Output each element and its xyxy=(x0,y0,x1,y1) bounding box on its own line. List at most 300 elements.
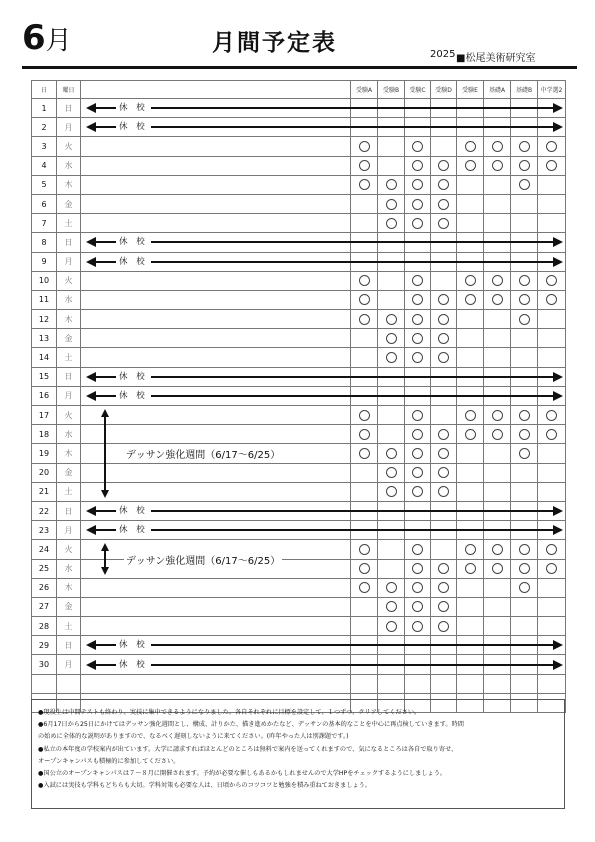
class-circle-icon xyxy=(519,275,530,286)
class-circle-icon xyxy=(492,141,503,152)
class-circle-icon xyxy=(438,429,449,440)
arrow-right-icon xyxy=(553,103,563,113)
class-circle-icon xyxy=(438,448,449,459)
class-cell xyxy=(431,425,457,444)
arrow-line xyxy=(94,261,555,263)
class-circle-icon xyxy=(492,563,503,574)
class-circle-icon xyxy=(519,141,530,152)
header-class-3: 受験C xyxy=(405,81,431,99)
class-circle-icon xyxy=(386,582,397,593)
day-of-week: 日 xyxy=(57,367,81,386)
class-circle-icon xyxy=(546,410,557,421)
class-cell xyxy=(351,425,378,444)
arrow-down-icon xyxy=(101,490,109,498)
class-circle-icon xyxy=(359,410,370,421)
closure-arrow xyxy=(86,391,563,401)
class-circle-icon xyxy=(546,294,557,305)
day-of-week: 木 xyxy=(57,578,81,597)
class-cell xyxy=(405,540,431,559)
header-class-5: 受験E xyxy=(457,81,484,99)
class-circle-icon xyxy=(359,179,370,190)
class-circle-icon xyxy=(465,275,476,286)
class-circle-icon xyxy=(438,563,449,574)
note-cell xyxy=(81,329,351,348)
month-number: 6 xyxy=(22,18,46,58)
closure-label: 休 校 xyxy=(116,504,151,516)
class-cell xyxy=(431,156,457,175)
class-cell xyxy=(378,329,405,348)
class-cell xyxy=(431,175,457,194)
day-of-week: 土 xyxy=(57,482,81,501)
class-cell xyxy=(538,597,566,616)
closure-arrow xyxy=(86,660,563,670)
day-of-week: 日 xyxy=(57,99,81,118)
class-cell xyxy=(351,597,378,616)
class-cell xyxy=(405,482,431,501)
arrow-line xyxy=(94,664,555,666)
day-number: 13 xyxy=(32,329,57,348)
class-cell xyxy=(431,597,457,616)
day-of-week: 火 xyxy=(57,137,81,156)
class-cell xyxy=(431,214,457,233)
class-cell xyxy=(511,137,538,156)
header-class-2: 受験B xyxy=(378,81,405,99)
class-cell xyxy=(457,425,484,444)
class-cell xyxy=(538,617,566,636)
day-of-week: 木 xyxy=(57,310,81,329)
class-circle-icon xyxy=(465,544,476,555)
arrow-line xyxy=(94,395,555,397)
class-circle-icon xyxy=(465,563,476,574)
class-cell xyxy=(538,194,566,213)
table-row xyxy=(32,444,566,463)
arrow-down-icon xyxy=(101,567,109,575)
table-row xyxy=(32,463,566,482)
class-cell xyxy=(511,348,538,367)
day-of-week: 水 xyxy=(57,559,81,578)
day-number: 20 xyxy=(32,463,57,482)
arrow-right-icon xyxy=(553,372,563,382)
class-circle-icon xyxy=(465,429,476,440)
class-cell xyxy=(378,194,405,213)
closure-arrow xyxy=(86,640,563,650)
class-cell xyxy=(457,348,484,367)
class-cell xyxy=(351,674,378,693)
class-circle-icon xyxy=(492,275,503,286)
class-cell xyxy=(457,578,484,597)
closure-label: 休 校 xyxy=(116,658,151,670)
day-number: 16 xyxy=(32,386,57,405)
class-cell xyxy=(484,540,511,559)
table-row xyxy=(32,540,566,559)
day-number xyxy=(32,674,57,693)
class-circle-icon xyxy=(386,333,397,344)
class-cell xyxy=(351,310,378,329)
class-cell xyxy=(378,348,405,367)
class-cell xyxy=(511,463,538,482)
table-row xyxy=(32,617,566,636)
header-class-8: 中学選2 xyxy=(538,81,566,99)
arrow-line xyxy=(94,376,555,378)
closure-label: 休 校 xyxy=(116,255,151,267)
class-cell xyxy=(457,597,484,616)
class-circle-icon xyxy=(519,429,530,440)
class-cell xyxy=(405,194,431,213)
note-cell xyxy=(81,175,351,194)
class-cell xyxy=(538,348,566,367)
class-circle-icon xyxy=(492,429,503,440)
class-cell xyxy=(511,597,538,616)
day-of-week: 火 xyxy=(57,406,81,425)
class-circle-icon xyxy=(359,544,370,555)
class-circle-icon xyxy=(412,486,423,497)
closure-arrow xyxy=(86,122,563,132)
day-number: 1 xyxy=(32,99,57,118)
class-circle-icon xyxy=(359,141,370,152)
class-cell xyxy=(457,674,484,693)
class-cell xyxy=(484,617,511,636)
class-cell xyxy=(405,559,431,578)
closure-arrow xyxy=(86,506,563,516)
note-cell xyxy=(81,137,351,156)
class-circle-icon xyxy=(412,563,423,574)
class-cell xyxy=(378,271,405,290)
arrow-right-icon xyxy=(553,506,563,516)
day-number: 2 xyxy=(32,118,57,137)
class-cell xyxy=(405,156,431,175)
class-cell xyxy=(378,310,405,329)
class-cell xyxy=(457,617,484,636)
class-cell xyxy=(538,578,566,597)
class-cell xyxy=(538,674,566,693)
class-cell xyxy=(405,348,431,367)
note-cell xyxy=(81,194,351,213)
class-cell xyxy=(378,482,405,501)
header-class-6: 基礎A xyxy=(484,81,511,99)
period-vertical-arrow xyxy=(100,543,110,575)
note-cell xyxy=(81,214,351,233)
class-cell xyxy=(431,540,457,559)
class-circle-icon xyxy=(546,160,557,171)
day-of-week: 土 xyxy=(57,617,81,636)
table-row xyxy=(32,290,566,309)
class-circle-icon xyxy=(465,160,476,171)
class-circle-icon xyxy=(519,448,530,459)
class-cell xyxy=(405,406,431,425)
class-cell xyxy=(405,290,431,309)
note-cell xyxy=(81,617,351,636)
class-circle-icon xyxy=(386,199,397,210)
class-cell xyxy=(538,559,566,578)
day-number: 18 xyxy=(32,425,57,444)
class-circle-icon xyxy=(546,544,557,555)
class-circle-icon xyxy=(492,544,503,555)
class-circle-icon xyxy=(519,294,530,305)
note-cell xyxy=(81,271,351,290)
class-circle-icon xyxy=(519,314,530,325)
class-circle-icon xyxy=(438,199,449,210)
class-cell xyxy=(378,214,405,233)
class-circle-icon xyxy=(386,179,397,190)
class-cell xyxy=(511,194,538,213)
note-cell xyxy=(81,463,351,482)
class-cell xyxy=(351,329,378,348)
note-cell xyxy=(81,674,351,693)
page-title: 月間予定表 xyxy=(212,30,337,56)
class-cell xyxy=(457,329,484,348)
class-cell xyxy=(431,310,457,329)
class-circle-icon xyxy=(412,582,423,593)
class-cell xyxy=(484,329,511,348)
day-number: 26 xyxy=(32,578,57,597)
class-circle-icon xyxy=(412,352,423,363)
class-cell xyxy=(405,674,431,693)
class-cell xyxy=(378,444,405,463)
class-cell xyxy=(378,137,405,156)
class-cell xyxy=(378,290,405,309)
class-cell xyxy=(405,137,431,156)
day-number: 30 xyxy=(32,655,57,674)
day-of-week: 金 xyxy=(57,194,81,213)
class-cell xyxy=(538,425,566,444)
month-heading xyxy=(22,18,72,61)
class-cell xyxy=(511,271,538,290)
class-circle-icon xyxy=(386,218,397,229)
class-cell xyxy=(511,578,538,597)
class-circle-icon xyxy=(546,141,557,152)
class-circle-icon xyxy=(386,621,397,632)
class-circle-icon xyxy=(465,141,476,152)
closure-label: 休 校 xyxy=(116,389,151,401)
day-of-week xyxy=(57,674,81,693)
class-cell xyxy=(457,406,484,425)
day-of-week: 木 xyxy=(57,175,81,194)
class-circle-icon xyxy=(546,275,557,286)
class-circle-icon xyxy=(386,352,397,363)
note-cell xyxy=(81,425,351,444)
class-cell xyxy=(511,406,538,425)
class-cell xyxy=(378,425,405,444)
arrow-right-icon xyxy=(553,237,563,247)
class-circle-icon xyxy=(492,410,503,421)
class-cell xyxy=(511,674,538,693)
class-circle-icon xyxy=(438,314,449,325)
class-circle-icon xyxy=(438,179,449,190)
week-label: デッサン強化週間（6/17〜6/25） xyxy=(124,446,282,461)
arrow-right-icon xyxy=(553,525,563,535)
day-number: 17 xyxy=(32,406,57,425)
header-day: 日 xyxy=(32,81,57,99)
class-cell xyxy=(351,214,378,233)
table-row xyxy=(32,578,566,597)
class-circle-icon xyxy=(412,601,423,612)
class-cell xyxy=(538,444,566,463)
class-circle-icon xyxy=(412,179,423,190)
class-cell xyxy=(457,290,484,309)
class-circle-icon xyxy=(438,294,449,305)
day-number: 19 xyxy=(32,444,57,463)
day-number: 8 xyxy=(32,233,57,252)
day-of-week: 土 xyxy=(57,348,81,367)
note-cell xyxy=(81,156,351,175)
header-rule xyxy=(22,66,577,69)
class-circle-icon xyxy=(386,601,397,612)
header-class-1: 受験A xyxy=(351,81,378,99)
day-of-week: 水 xyxy=(57,425,81,444)
week-label: デッサン強化週間（6/17〜6/25） xyxy=(124,552,282,567)
class-cell xyxy=(538,156,566,175)
header-class-7: 基礎B xyxy=(511,81,538,99)
class-cell xyxy=(351,194,378,213)
class-cell xyxy=(351,617,378,636)
arrow-right-icon xyxy=(553,660,563,670)
closure-arrow xyxy=(86,525,563,535)
day-of-week: 月 xyxy=(57,386,81,405)
closure-label: 休 校 xyxy=(116,523,151,535)
day-number: 15 xyxy=(32,367,57,386)
day-of-week: 金 xyxy=(57,597,81,616)
class-circle-icon xyxy=(359,160,370,171)
class-cell xyxy=(484,175,511,194)
day-number: 27 xyxy=(32,597,57,616)
class-circle-icon xyxy=(386,314,397,325)
table-row xyxy=(32,310,566,329)
class-cell xyxy=(484,674,511,693)
class-cell xyxy=(351,348,378,367)
class-circle-icon xyxy=(546,563,557,574)
class-circle-icon xyxy=(519,179,530,190)
class-cell xyxy=(457,156,484,175)
class-circle-icon xyxy=(519,582,530,593)
class-cell xyxy=(484,310,511,329)
class-cell xyxy=(511,559,538,578)
class-circle-icon xyxy=(412,429,423,440)
class-circle-icon xyxy=(438,582,449,593)
day-number: 4 xyxy=(32,156,57,175)
class-cell xyxy=(457,271,484,290)
class-cell xyxy=(405,214,431,233)
class-cell xyxy=(378,463,405,482)
class-cell xyxy=(511,175,538,194)
class-cell xyxy=(484,406,511,425)
class-cell xyxy=(351,540,378,559)
class-circle-icon xyxy=(438,486,449,497)
day-of-week: 月 xyxy=(57,252,81,271)
organization-label: ■松尾美術研究室 xyxy=(456,53,536,64)
class-cell xyxy=(378,175,405,194)
class-cell xyxy=(431,406,457,425)
class-cell xyxy=(378,540,405,559)
table-row xyxy=(32,137,566,156)
class-cell xyxy=(351,406,378,425)
day-of-week: 月 xyxy=(57,521,81,540)
class-circle-icon xyxy=(412,544,423,555)
table-row xyxy=(32,175,566,194)
class-circle-icon xyxy=(438,218,449,229)
class-cell xyxy=(457,559,484,578)
class-circle-icon xyxy=(412,141,423,152)
class-cell xyxy=(457,540,484,559)
class-cell xyxy=(511,156,538,175)
day-of-week: 日 xyxy=(57,501,81,520)
arrow-line xyxy=(94,126,555,128)
class-cell xyxy=(351,290,378,309)
class-cell xyxy=(484,137,511,156)
arrow-right-icon xyxy=(553,257,563,267)
month-kanji: 月 xyxy=(45,26,72,56)
class-circle-icon xyxy=(438,601,449,612)
closure-label: 休 校 xyxy=(116,101,151,113)
class-cell xyxy=(405,578,431,597)
class-circle-icon xyxy=(438,160,449,171)
class-circle-icon xyxy=(359,314,370,325)
class-cell xyxy=(538,482,566,501)
class-cell xyxy=(484,194,511,213)
closure-arrow xyxy=(86,103,563,113)
table-row xyxy=(32,214,566,233)
class-cell xyxy=(484,597,511,616)
class-cell xyxy=(511,214,538,233)
day-number: 25 xyxy=(32,559,57,578)
class-cell xyxy=(351,463,378,482)
class-cell xyxy=(405,617,431,636)
class-cell xyxy=(484,348,511,367)
class-cell xyxy=(431,348,457,367)
class-cell xyxy=(431,617,457,636)
period-vertical-arrow xyxy=(100,409,110,499)
closure-label: 休 校 xyxy=(116,638,151,650)
class-circle-icon xyxy=(519,563,530,574)
class-cell xyxy=(538,214,566,233)
class-circle-icon xyxy=(438,333,449,344)
closure-arrow xyxy=(86,372,563,382)
class-circle-icon xyxy=(412,160,423,171)
closure-arrow xyxy=(86,257,563,267)
note-cell xyxy=(81,482,351,501)
table-row xyxy=(32,156,566,175)
class-cell xyxy=(511,540,538,559)
class-cell xyxy=(484,463,511,482)
table-row xyxy=(32,597,566,616)
note-cell xyxy=(81,348,351,367)
note-cell xyxy=(81,578,351,597)
class-cell xyxy=(538,137,566,156)
class-circle-icon xyxy=(386,486,397,497)
arrow-line xyxy=(94,107,555,109)
closure-label: 休 校 xyxy=(116,370,151,382)
class-cell xyxy=(457,444,484,463)
day-of-week: 土 xyxy=(57,214,81,233)
class-cell xyxy=(484,425,511,444)
class-cell xyxy=(484,271,511,290)
class-cell xyxy=(484,578,511,597)
class-circle-icon xyxy=(546,429,557,440)
class-circle-icon xyxy=(519,160,530,171)
class-cell xyxy=(538,406,566,425)
class-cell xyxy=(351,444,378,463)
table-row xyxy=(32,674,566,693)
class-cell xyxy=(431,578,457,597)
arrow-line xyxy=(94,529,555,531)
class-cell xyxy=(431,290,457,309)
class-cell xyxy=(484,482,511,501)
class-cell xyxy=(351,482,378,501)
class-cell xyxy=(431,559,457,578)
day-of-week: 月 xyxy=(57,118,81,137)
day-number: 22 xyxy=(32,501,57,520)
day-of-week: 水 xyxy=(57,156,81,175)
class-circle-icon xyxy=(386,448,397,459)
